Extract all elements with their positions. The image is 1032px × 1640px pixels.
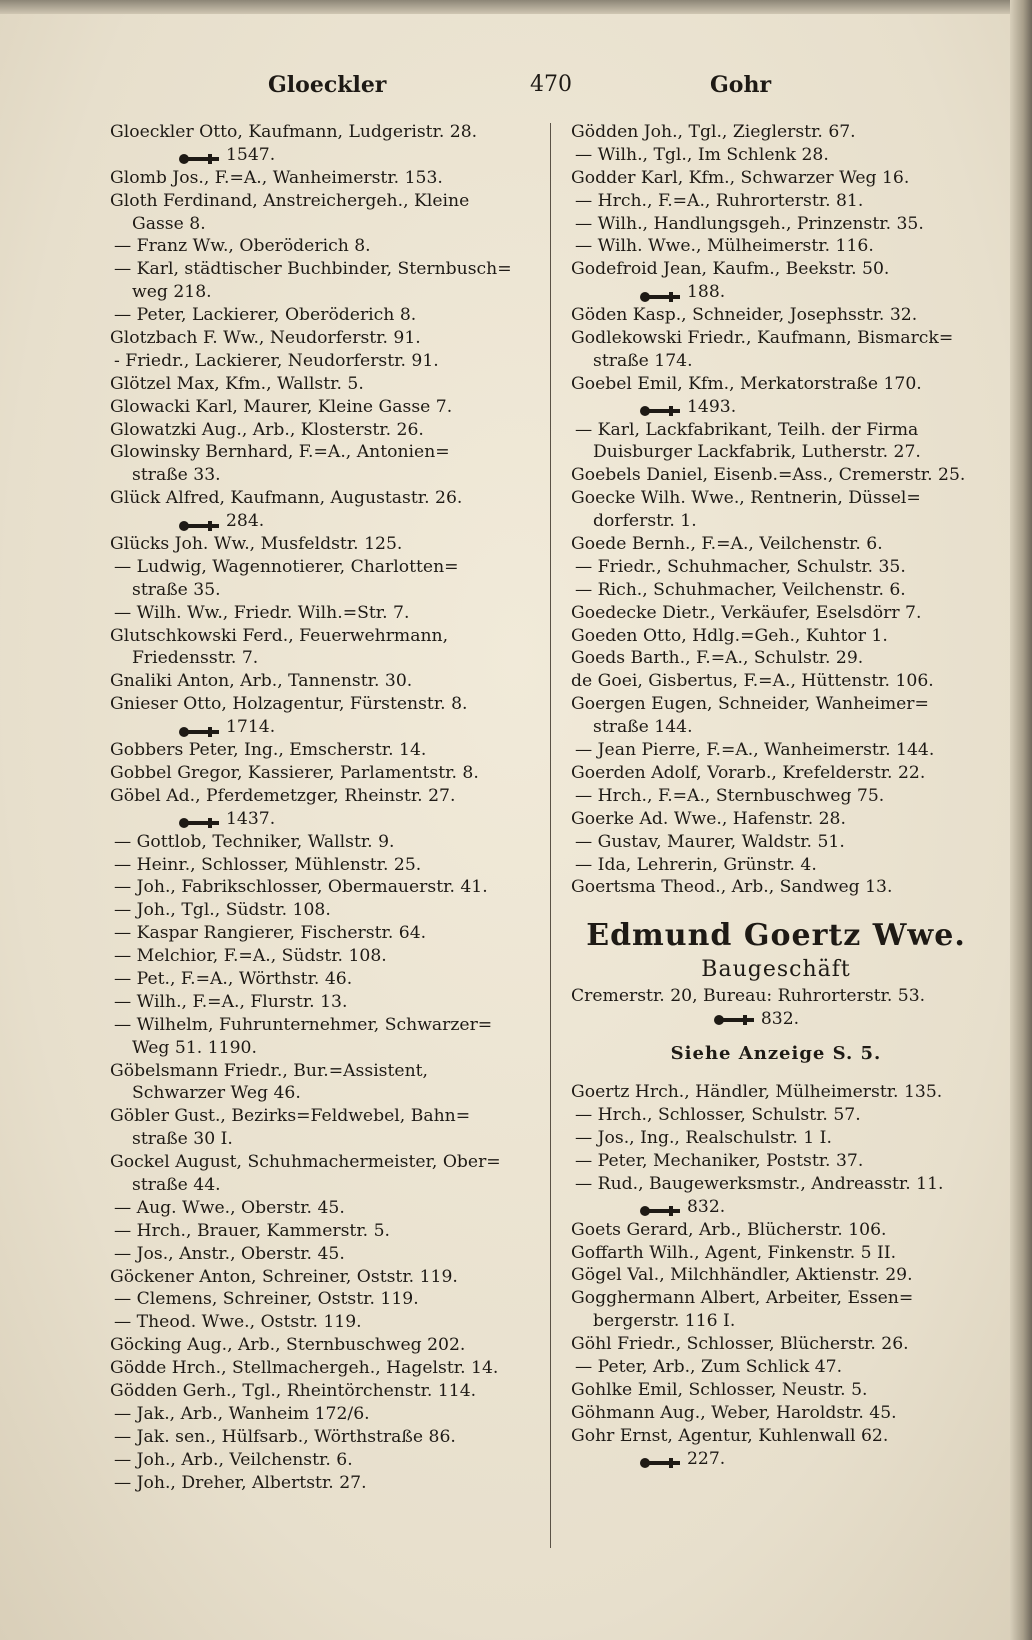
directory-entry [110,121,534,144]
directory-entry [571,1287,981,1310]
directory-entry [110,762,534,785]
entry-continuation [110,281,534,304]
entry-text: 1714. [226,717,276,738]
entry-text: Glück Alfred, Kaufmann, Augustastr. 26. [110,488,463,509]
directory-entry [571,556,981,579]
directory-entry [110,1014,534,1037]
directory-entry [571,1379,981,1402]
entry-text: — Wilh., Handlungsgeh., Prinzenstr. 35. [575,213,924,234]
directory-entry [110,167,534,190]
entry-text: Goebel Emil, Kfm., Merkatorstraße 170. [571,373,922,394]
entry-text: Glomb Jos., F.=A., Wanheimerstr. 153. [110,167,443,188]
entry-text: Göhmann Aug., Weber, Haroldstr. 45. [571,1402,897,1423]
entry-text: 284. [226,511,265,532]
entry-text: Glowatzki Aug., Arb., Klosterstr. 26. [110,419,424,440]
entry-text: — Jak., Arb., Wanheim 172/6. [114,1403,370,1424]
entry-text: Schwarzer Weg 46. [132,1083,301,1104]
ad-phone-number: 832. [760,1009,800,1030]
directory-entry [571,1104,981,1127]
entry-text: — Joh., Tgl., Südstr. 108. [114,900,331,921]
directory-entry [110,1243,534,1266]
directory-entry [571,1219,981,1242]
directory-entry [110,304,534,327]
directory-entry [110,785,534,808]
entry-text: — Peter, Lackierer, Oberöderich 8. [114,305,417,326]
entry-continuation [571,441,981,464]
entry-text: Göckener Anton, Schreiner, Oststr. 119. [110,1266,458,1287]
directory-entry [571,419,981,442]
directory-entry [110,991,534,1014]
telephone-icon [639,401,681,413]
entry-text: — Hrch., F.=A., Ruhrorterstr. 81. [575,190,864,211]
phone-entry [571,1448,981,1471]
entry-text: — Gottlob, Techniker, Wallstr. 9. [114,831,395,852]
directory-entry [110,922,534,945]
left-column [110,121,534,1494]
entry-text: Goedecke Dietr., Verkäufer, Eselsdörr 7. [571,602,922,623]
entry-text: Goerden Adolf, Vorarb., Krefelderstr. 22. [571,762,926,783]
entry-text: - Friedr., Lackierer, Neudorferstr. 91. [114,350,439,371]
entry-text: — Jean Pierre, F.=A., Wanheimerstr. 144. [575,740,935,761]
directory-entry [110,350,534,373]
entry-continuation [571,716,981,739]
telephone-icon [178,516,220,528]
directory-entry [110,945,534,968]
entry-text: Glowinsky Bernhard, F.=A., Antonien= [110,442,450,463]
entry-text: Gogghermann Albert, Arbeiter, Essen= [571,1288,914,1309]
entry-text: — Hrch., Schlosser, Schulstr. 57. [575,1105,861,1126]
ad-title: Edmund Goertz Wwe. [586,918,966,954]
directory-entry [110,876,534,899]
entry-continuation [110,579,534,602]
phone-entry [110,510,534,533]
directory-entry [110,1060,534,1083]
entry-text: — Rud., Baugewerksmstr., Andreasstr. 11. [575,1173,944,1194]
phone-entry [571,1196,981,1219]
directory-entry [571,808,981,831]
entry-text: straße 33. [132,465,221,486]
entry-continuation [110,1037,534,1060]
directory-entry [110,1334,534,1357]
directory-entry [571,739,981,762]
entry-text: — Melchior, F.=A., Südstr. 108. [114,946,387,967]
entry-text: Gödden Joh., Tgl., Zieglerstr. 67. [571,122,856,142]
entry-text: Gloth Ferdinand, Anstreichergeh., Kleine [110,190,470,211]
entry-text: — Theod. Wwe., Oststr. 119. [114,1312,362,1333]
directory-entry [110,1288,534,1311]
entry-text: Göhl Friedr., Schlosser, Blücherstr. 26. [571,1334,909,1355]
directory-entry [571,1356,981,1379]
entry-text: Weg 51. 1190. [132,1037,257,1058]
directory-entry [571,235,981,258]
entry-text: — Ida, Lehrerin, Grünstr. 4. [575,854,817,875]
directory-entry [571,625,981,648]
directory-entry [571,464,981,487]
directory-entry [110,968,534,991]
entry-text: Gloeckler Otto, Kaufmann, Ludgeristr. 28. [110,122,478,142]
directory-entry [571,167,981,190]
entry-text: Goebels Daniel, Eisenb.=Ass., Cremerstr. 25. [571,465,966,486]
directory-entry [110,602,534,625]
directory-entry [571,762,981,785]
entry-text: Göbler Gust., Bezirks=Feldwebel, Bahn= [110,1106,471,1127]
ad-subtitle: Baugeschäft [701,957,851,983]
entry-text: — Joh., Arb., Veilchenstr. 6. [114,1449,353,1470]
entry-text: Goeds Barth., F.=A., Schulstr. 29. [571,648,864,669]
entry-text: — Jos., Anstr., Oberstr. 45. [114,1243,345,1264]
entry-text: 1547. [226,144,276,165]
entry-text: Godefroid Jean, Kaufm., Beekstr. 50. [571,259,890,280]
entry-text: Glotzbach F. Ww., Neudorferstr. 91. [110,328,421,349]
directory-entry [110,1380,534,1403]
directory-entry [571,854,981,877]
entry-continuation [571,350,981,373]
directory-entry [571,647,981,670]
entry-text: Gockel August, Schuhmachermeister, Ober= [110,1152,501,1173]
entry-text: Göden Kasp., Schneider, Josephsstr. 32. [571,305,918,326]
directory-entry [571,1425,981,1448]
entry-text: — Joh., Dreher, Albertstr. 27. [114,1472,367,1493]
entry-text: Gobbers Peter, Ing., Emscherstr. 14. [110,740,427,761]
directory-entry [110,1449,534,1472]
entry-text: 188. [687,282,726,303]
right-column-top [571,121,981,899]
directory-entry [571,327,981,350]
entry-text: Göbel Ad., Pferdemetzger, Rheinstr. 27. [110,785,456,806]
directory-entry [110,1266,534,1289]
entry-text: bergerstr. 116 I. [593,1311,736,1332]
entry-continuation [571,1310,981,1333]
directory-entry [110,190,534,213]
directory-entry [571,785,981,808]
telephone-icon [639,1453,681,1465]
entry-text: straße 35. [132,579,221,600]
entry-text: 1437. [226,808,276,829]
header-first-name: Gloeckler [268,72,387,98]
entry-text: — Kaspar Rangierer, Fischerstr. 64. [114,923,427,944]
entry-text: Goets Gerard, Arb., Blücherstr. 106. [571,1219,887,1240]
directory-entry [110,1403,534,1426]
entry-continuation [110,213,534,236]
entry-text: — Wilh., Tgl., Im Schlenk 28. [575,144,829,165]
directory-entry [571,1402,981,1425]
directory-entry [110,441,534,464]
entry-text: — Rich., Schuhmacher, Veilchenstr. 6. [575,579,906,600]
directory-entry [571,304,981,327]
ad-phone [571,1008,981,1031]
entry-text: 1493. [687,396,737,417]
ad-note: Siehe Anzeige S. 5. [670,1043,882,1065]
entry-text: — Hrch., F.=A., Sternbuschweg 75. [575,785,885,806]
telephone-icon [178,813,220,825]
phone-entry [110,716,534,739]
entry-text: — Heinr., Schlosser, Mühlenstr. 25. [114,854,422,875]
directory-entry [110,533,534,556]
entry-text: straße 174. [593,350,693,371]
ad-address: Cremerstr. 20, Bureau: Ruhrorterstr. 53. [571,986,926,1007]
directory-entry [571,190,981,213]
entry-text: de Goei, Gisbertus, F.=A., Hüttenstr. 106. [571,671,934,692]
entry-text: straße 44. [132,1174,221,1195]
directory-entry [571,1264,981,1287]
entry-text: Goeden Otto, Hdlg.=Geh., Kuhtor 1. [571,625,888,646]
right-column-bottom [571,1081,981,1470]
directory-entry [110,854,534,877]
entry-text: — Clemens, Schreiner, Oststr. 119. [114,1289,419,1310]
entry-text: Gödden Gerh., Tgl., Rheintörchenstr. 114. [110,1380,477,1401]
phone-entry [110,144,534,167]
directory-entry [110,556,534,579]
telephone-icon [639,1201,681,1213]
entry-text: — Wilh., F.=A., Flurstr. 13. [114,991,348,1012]
directory-entry [110,235,534,258]
entry-text: — Hrch., Brauer, Kammerstr. 5. [114,1220,390,1241]
page-top-shadow [0,0,1032,14]
directory-entry [110,1472,534,1495]
directory-entry [110,831,534,854]
entry-text: Gnieser Otto, Holzagentur, Fürstenstr. 8. [110,694,468,715]
entry-text: Goertz Hrch., Händler, Mülheimerstr. 135. [571,1082,943,1103]
entry-text: Godder Karl, Kfm., Schwarzer Weg 16. [571,167,910,188]
entry-text: straße 30 I. [132,1129,233,1150]
entry-text: — Franz Ww., Oberöderich 8. [114,236,371,257]
directory-entry [110,1357,534,1380]
directory-entry [571,373,981,396]
entry-continuation [110,1174,534,1197]
telephone-icon [713,1014,755,1026]
entry-text: — Jos., Ing., Realschulstr. 1 I. [575,1128,832,1149]
directory-entry [110,1151,534,1174]
entry-text: Gödde Hrch., Stellmachergeh., Hagelstr. 14. [110,1358,499,1379]
directory-entry [571,1242,981,1265]
entry-text: — Peter, Arb., Zum Schlick 47. [575,1356,843,1377]
telephone-icon [178,722,220,734]
directory-entry [110,1426,534,1449]
entry-text: Friedensstr. 7. [132,648,259,669]
directory-entry [571,1150,981,1173]
entry-text: — Wilh. Wwe., Mülheimerstr. 116. [575,236,874,257]
directory-entry [571,258,981,281]
entry-text: Gnaliki Anton, Arb., Tannenstr. 30. [110,671,413,692]
entry-text: — Jak. sen., Hülfsarb., Wörthstraße 86. [114,1426,456,1447]
entry-text: Goede Bernh., F.=A., Veilchenstr. 6. [571,534,883,555]
entry-continuation [110,1128,534,1151]
directory-entry [110,396,534,419]
directory-entry [571,213,981,236]
entry-text: — Peter, Mechaniker, Poststr. 37. [575,1150,864,1171]
directory-entry [571,693,981,716]
page-edge-shadow [1010,0,1032,1640]
directory-entry [571,1081,981,1104]
directory-entry [110,693,534,716]
directory-entry [110,625,534,648]
entry-text: dorferstr. 1. [593,511,697,532]
running-header [110,72,970,106]
directory-entry [571,144,981,167]
entry-text: 227. [687,1448,726,1469]
directory-entry [571,1333,981,1356]
entry-text: Goecke Wilh. Wwe., Rentnerin, Düssel= [571,488,921,509]
right-column [571,121,981,1470]
directory-entry [571,1127,981,1150]
entry-text: Goffarth Wilh., Agent, Finkenstr. 5 II. [571,1242,897,1263]
entry-text: Gasse 8. [132,213,206,234]
advertisement [571,917,981,1069]
telephone-icon [639,287,681,299]
directory-entry [110,327,534,350]
directory-entry [110,1197,534,1220]
entry-text: Glötzel Max, Kfm., Wallstr. 5. [110,373,364,394]
directory-entry [110,899,534,922]
entry-text: Glücks Joh. Ww., Musfeldstr. 125. [110,534,403,555]
entry-text: Duisburger Lackfabrik, Lutherstr. 27. [593,442,921,463]
entry-text: 832. [687,1196,726,1217]
column-divider [550,123,551,1548]
phone-entry [571,281,981,304]
directory-entry [110,419,534,442]
telephone-icon [178,149,220,161]
directory-entry [571,876,981,899]
entry-text: Gohlke Emil, Schlosser, Neustr. 5. [571,1379,868,1400]
entry-text: Glutschkowski Ferd., Feuerwehrmann, [110,625,449,646]
entry-text: Goertsma Theod., Arb., Sandweg 13. [571,877,893,898]
directory-entry [110,487,534,510]
directory-entry [110,1311,534,1334]
entry-text: — Karl, Lackfabrikant, Teilh. der Firma [575,419,919,440]
directory-entry [571,121,981,144]
entry-text: Goergen Eugen, Schneider, Wanheimer= [571,694,929,715]
entry-text: — Joh., Fabrikschlosser, Obermauerstr. 41. [114,877,488,898]
entry-continuation [110,647,534,670]
directory-entry [571,602,981,625]
entry-text: weg 218. [132,282,212,303]
header-last-name: Gohr [710,72,772,98]
entry-text: Glowacki Karl, Maurer, Kleine Gasse 7. [110,396,453,417]
entry-text: straße 144. [593,717,693,738]
entry-text: — Friedr., Schuhmacher, Schulstr. 35. [575,556,906,577]
entry-text: — Karl, städtischer Buchbinder, Sternbusch= [114,259,512,280]
entry-continuation [110,1082,534,1105]
entry-continuation [571,510,981,533]
entry-text: Göcking Aug., Arb., Sternbuschweg 202. [110,1335,466,1356]
directory-entry [571,1173,981,1196]
directory-entry [571,579,981,602]
phone-entry [110,808,534,831]
entry-text: — Ludwig, Wagennotierer, Charlotten= [114,556,459,577]
entry-text: Gögel Val., Milchhändler, Aktienstr. 29. [571,1265,913,1286]
directory-entry [110,258,534,281]
entry-text: Godlekowski Friedr., Kaufmann, Bismarck= [571,328,954,349]
entry-text: Gobbel Gregor, Kassierer, Parlamentstr. 8. [110,762,479,783]
directory-entry [571,831,981,854]
entry-text: Gohr Ernst, Agentur, Kuhlenwall 62. [571,1425,889,1446]
directory-entry [110,739,534,762]
entry-text: Göbelsmann Friedr., Bur.=Assistent, [110,1060,429,1081]
entry-text: — Pet., F.=A., Wörthstr. 46. [114,968,353,989]
directory-entry [110,670,534,693]
entry-text: — Gustav, Maurer, Waldstr. 51. [575,831,845,852]
directory-entry [110,373,534,396]
page-number: 470 [530,72,572,97]
directory-entry [571,487,981,510]
entry-text: — Wilhelm, Fuhrunternehmer, Schwarzer= [114,1014,493,1035]
directory-entry [571,533,981,556]
directory-entry [110,1220,534,1243]
entry-continuation [110,464,534,487]
entry-text: — Wilh. Ww., Friedr. Wilh.=Str. 7. [114,602,410,623]
entry-text: Goerke Ad. Wwe., Hafenstr. 28. [571,808,846,829]
directory-entry [110,1105,534,1128]
entry-text: — Aug. Wwe., Oberstr. 45. [114,1197,345,1218]
phone-entry [571,396,981,419]
directory-entry [571,670,981,693]
